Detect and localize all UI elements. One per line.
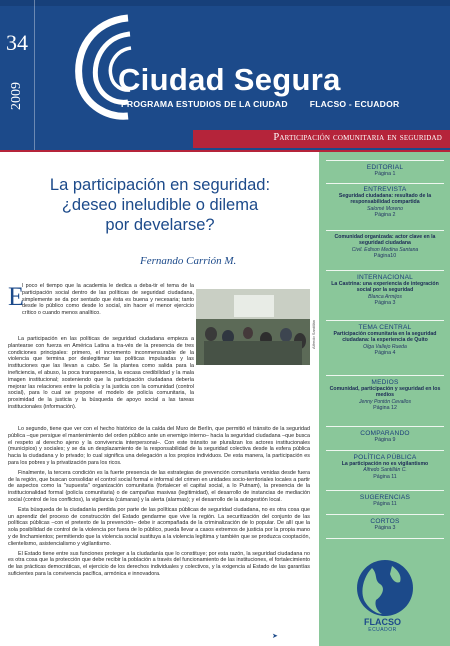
toc-author: Olga Vallejo Rueda xyxy=(363,343,407,350)
flacso-logo-subtext: ECUADOR xyxy=(368,627,397,633)
sidebar-divider xyxy=(326,160,444,161)
institution-name: FLACSO - ECUADOR xyxy=(309,99,400,109)
toc-desc: Participación comunitaria en la seguridad ciudadana: la experiencia de Quito xyxy=(333,331,437,344)
sidebar-divider xyxy=(326,183,444,184)
continue-arrow-icon: ➤ xyxy=(272,633,278,640)
toc-item-cortos[interactable] xyxy=(326,518,444,532)
toc-page: Página10 xyxy=(373,252,397,259)
sidebar-divider xyxy=(326,230,444,231)
toc-page: Página 9 xyxy=(374,437,396,443)
toc-section: TEMA CENTRAL xyxy=(358,324,412,331)
paragraph-3: Lo segundo, tiene que ver con el hecho histórico de la caída del Muro de Berlín, que permitió el tránsito de la seguridad pública –que persigue el mantenimiento del orden público ante un enemigo interno– hacia la seguridad ciudadana –que busca el respeto al derecho ajeno y la convivencia interpersonal–. Con este tránsito se pluralizan los actores institucionales (municipios) y sociales; y se da un desplazamiento de la responsabilidad de la seguridad colectiva desde la esfera pública hacia la ciudadana y lo privado; lo cual significa una delegación a los propios individuos. De esta manera, la participación es para los pobres y la privatización para los ricos. xyxy=(8,426,310,466)
article-title-line-1: La participación en seguridad: xyxy=(49,176,271,194)
toc-section: COMPARANDO xyxy=(360,430,410,437)
sidebar-divider xyxy=(326,450,444,451)
issue-column xyxy=(0,0,35,150)
toc-item-medios[interactable] xyxy=(326,379,444,411)
toc-page: Página 1 xyxy=(374,171,396,177)
toc-section: CORTOS xyxy=(370,518,400,525)
program-line xyxy=(121,99,399,109)
drop-cap: E xyxy=(8,282,24,311)
meeting-photo-illustration xyxy=(196,289,310,365)
toc-item-sugerencias[interactable] xyxy=(326,494,444,508)
sidebar-divider xyxy=(326,538,444,539)
toc-section: INTERNACIONAL xyxy=(356,274,414,281)
paragraph-1: l poco el tiempo que la academia le dedica a deba-tir el tema de la participación social dentro de las políticas de seguridad ciudadana, simplemente se da por sentado que ésta es buena y necesaria; tanto desde lo público como desde lo social, sin hacer el menor ejercicio crítico o cuando menos analítico. xyxy=(22,283,194,317)
toc-section: EDITORIAL xyxy=(366,164,404,171)
toc-page: Página 4 xyxy=(374,349,396,356)
toc-desc: Seguridad ciudadana: resultado de la responsabilidad compartida xyxy=(338,193,432,206)
sidebar-divider xyxy=(326,375,444,376)
article-para-2a xyxy=(8,336,194,414)
masthead xyxy=(0,0,450,150)
toc-page: Página 3 xyxy=(374,525,396,531)
photo-credit: Alfredo Santillán xyxy=(311,319,316,349)
article-title-line-2: ¿deseo ineludible o dilema xyxy=(61,196,259,214)
toc-item-tema-central[interactable] xyxy=(326,324,444,356)
issue-number: 34 xyxy=(6,30,28,55)
toc-page: Página 2 xyxy=(374,211,396,218)
toc-item-internacional[interactable] xyxy=(326,274,444,306)
toc-section: MEDIOS xyxy=(371,379,399,386)
toc-section: ENTREVISTA xyxy=(363,186,407,193)
article-title-line-3: por develarse? xyxy=(105,216,215,234)
sidebar-divider xyxy=(326,270,444,271)
toc-page: Página 12 xyxy=(373,404,397,411)
toc-author: Alfredo Santillán C. xyxy=(363,467,407,474)
toc-section: POLÍTICA PÚBLICA xyxy=(353,454,417,461)
paragraph-2: La participación en las políticas de seguridad ciudadana empieza a plantearse con fuerza en América Latina a tra-vés de la presencia de tres condiciones principales: primero, el incremento inconmensurable de la violencia que termina por deslegitimar las políticas impulsadas y las instituciones que las llevan a cabo. Se la plantea como salida para la ineficiencia, el abuso, la poca transparencia, la escasa credibilidad y la mala imagen institucional; sosteniendo que la participación ciudadana debería mejorar las relaciones entre la policía y la justicia con la comunidad (control social), para lo cual se propone el modelo de policía comunitaria, la proximidad de la justicia y la búsqueda de apoyo social a las tareas institucionales (información). xyxy=(8,336,194,410)
toc-desc: La participación no es vigilantismo xyxy=(341,461,429,467)
section-banner xyxy=(193,130,450,148)
article-intro xyxy=(22,283,194,320)
issue-year: 2009 xyxy=(9,82,24,110)
meeting-photo xyxy=(196,289,310,365)
toc-author: Civil. Edison Medina Santana xyxy=(351,246,419,253)
flacso-logo-text: FLACSO xyxy=(364,617,401,627)
article-body xyxy=(8,426,310,581)
toc-author: Jenny Pontón Cevallos xyxy=(358,398,412,405)
toc-desc: Comunidad organizada: actor clave en la seguridad ciudadana xyxy=(334,234,436,247)
publication-title: Ciudad Segura xyxy=(118,62,341,97)
toc-page: Página 11 xyxy=(373,473,397,480)
sidebar-divider xyxy=(326,514,444,515)
section-title: Participación comunitaria en seguridad xyxy=(273,132,442,143)
sidebar-divider xyxy=(326,426,444,427)
toc-desc: Comunidad, participación y seguridad en los medios xyxy=(329,386,441,399)
sidebar-divider xyxy=(326,320,444,321)
toc-author: Salomé Moreno xyxy=(367,205,403,212)
paragraph-5: Esta búsqueda de la ciudadanía perdida por parte de las políticas públicas de seguridad ciudadana, no es otra cosa que un aprendiz del proceso de construcción del Estado gendarme que vive la región. La securitización del conjunto de las políticas públicas –con el pretexto de la prevención– debe ir acompañada de la criminalización de lo popular. De allí que la sola posibilidad de control de la violencia por fuera de lo público, pueda llevar a casos extremos de justicia por la propia mano y de linchamientos; permitiendo que la violencia social sustituya a la violencia legítima y también que se produzca cooptación, clientelismo, asistencialismo y vigilantismo. xyxy=(8,506,310,547)
article-title xyxy=(10,175,310,235)
toc-section: SUGERENCIAS xyxy=(359,494,411,501)
article-author: Fernando Carrión M. xyxy=(140,255,237,267)
toc-page: Página 11 xyxy=(373,501,397,507)
toc-item-editorial[interactable] xyxy=(326,164,444,178)
toc-page: Página 3 xyxy=(374,299,396,306)
toc-item-comunidad[interactable] xyxy=(326,234,444,259)
toc-desc: La Castrina: una experiencia de integración social por la seguridad xyxy=(331,281,439,294)
paragraph-6: El Estado tiene entre sus funciones proteger a la ciudadanía que lo constituye; por esta razón, la seguridad ciudadana no es otra cosa que la protección que debe recibir la población a través del funcionamiento de las instituciones, el fortalecimiento de las prácticas democráticas, el ejercicio de los derechos individuales y colectivos, y la exigencia al Estado de las garantías suficientes para la convivencia pacífica, armónica e innovadora. xyxy=(8,550,310,577)
toc-author: Blanca Armijos xyxy=(368,293,402,300)
flacso-globe-logo xyxy=(352,553,418,623)
sidebar-divider xyxy=(326,490,444,491)
program-name: PROGRAMA ESTUDIOS DE LA CIUDAD xyxy=(121,99,288,109)
toc-item-entrevista[interactable] xyxy=(326,186,444,218)
toc-item-comparando[interactable] xyxy=(326,430,444,444)
toc-item-politica-publica[interactable] xyxy=(326,454,444,480)
paragraph-4: Finalmente, la tercera condición es la fuerte presencia de las estrategias de prevención comunitaria venidas desde fuera de la región, que buscan consolidar el control social formal e informal del crimen en unidades socio-territoriales locales a partir de aspectos como la "supuesta" organización comunitaria (fortalecer el capital social, a lo Putnam), la presencia de la institucionalidad formal (policía comunitaria) o de campañas masivas (legitimidad), el desarrollo de instancias de mediación social (control de los conflictos), la vigilancia (cámaras) y la alerta (alarmas); y el desarrollo de la autogestión local. xyxy=(8,469,310,503)
